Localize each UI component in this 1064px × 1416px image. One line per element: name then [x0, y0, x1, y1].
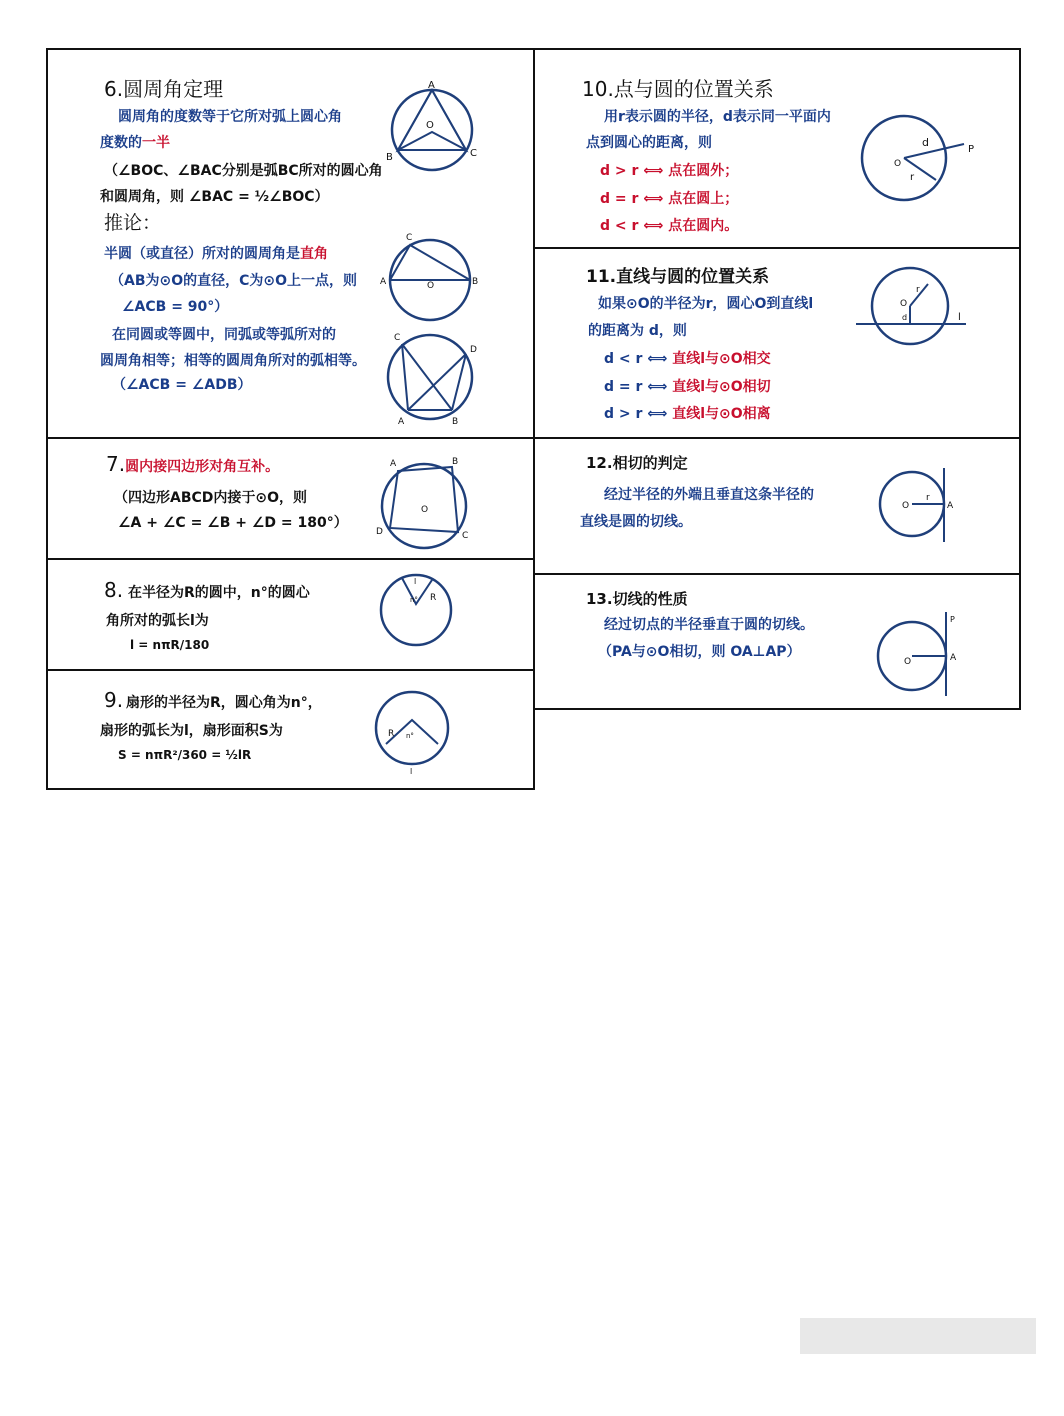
s6-line-8: 在同圆或等圆中，同弧或等弧所对的: [112, 327, 336, 343]
cyclic-quadrilateral-diagram: [372, 452, 480, 552]
svg-text:D: D: [376, 527, 383, 537]
section-9-num: 9.: [104, 688, 124, 712]
s6-line-4: 和圆周角，则 ∠BAC = ½∠BOC）: [100, 189, 329, 205]
svg-text:B: B: [452, 457, 459, 467]
same-arc-diagram: [378, 330, 482, 430]
section-7-title: 7.圆内接四边形对角互补。: [106, 452, 280, 476]
section-8-num: 8.: [104, 578, 124, 602]
svg-text:R: R: [388, 729, 395, 739]
s10-line-3: d > r ⟺ 点在圆外；: [600, 163, 739, 179]
svg-text:l: l: [414, 577, 417, 586]
svg-text:A: A: [428, 80, 435, 91]
s6-line-6: （AB为⊙O的直径，C为⊙O上一点，则: [110, 273, 358, 289]
semicircle-diagram: [378, 228, 482, 332]
s11-line-2: 的距离为 d，则: [588, 323, 687, 339]
sector-diagram: [370, 686, 454, 776]
s9-line-2: 扇形的弧长为l，扇形面积S为: [100, 723, 283, 739]
s8-formula: l = nπR/180: [130, 638, 210, 652]
svg-text:O: O: [902, 501, 910, 511]
svg-text:A: A: [947, 501, 954, 511]
svg-text:r: r: [910, 172, 915, 183]
svg-text:P: P: [968, 144, 975, 155]
svg-text:A: A: [380, 277, 387, 287]
s10-line-5: d < r ⟺ 点在圆内。: [600, 218, 739, 234]
section-11-title: 11.直线与圆的位置关系: [586, 267, 770, 287]
svg-text:r: r: [916, 285, 920, 295]
line-circle-diagram: [852, 262, 972, 348]
s11-line-1: 如果⊙O的半径为r，圆心O到直线l: [598, 296, 814, 312]
section-6-title: 6.圆周角定理: [104, 77, 224, 101]
s6-line-10: （∠ACB = ∠ADB）: [112, 377, 252, 393]
svg-text:l: l: [958, 312, 961, 323]
s7-line-1: （四边形ABCD内接于⊙O，则: [114, 490, 308, 506]
svg-text:O: O: [894, 159, 902, 169]
svg-text:n°: n°: [410, 596, 418, 604]
section-12-title: 12.相切的判定: [586, 454, 688, 472]
arc-length-diagram: [376, 570, 456, 650]
svg-text:B: B: [386, 152, 393, 163]
section-10-title: 10.点与圆的位置关系: [582, 77, 774, 101]
svg-text:d: d: [922, 136, 929, 149]
s11-line-3: d < r ⟺ 直线l与⊙O相交: [604, 351, 771, 367]
tangent-criterion-diagram: [872, 460, 962, 550]
s6-corollary: 推论：: [104, 212, 162, 234]
s12-line-2: 直线是圆的切线。: [580, 514, 692, 530]
svg-text:P: P: [950, 615, 955, 624]
viewer-toolbar-strip: [800, 1318, 1036, 1354]
svg-text:n°: n°: [406, 732, 414, 740]
s6-line-7: ∠ACB = 90°）: [122, 299, 229, 315]
s6-line-1: 圆周角的度数等于它所对弧上圆心角: [118, 109, 342, 125]
s6-line-3: （∠BOC、∠BAC分别是弧BC所对的圆心角: [104, 163, 383, 179]
s6-line-2: 度数的一半: [100, 135, 170, 151]
svg-text:B: B: [472, 277, 479, 287]
s11-line-4: d = r ⟺ 直线l与⊙O相切: [604, 379, 771, 395]
svg-text:C: C: [462, 531, 469, 541]
svg-text:C: C: [394, 333, 401, 343]
svg-text:A: A: [398, 417, 405, 427]
s11-line-5: d > r ⟺ 直线l与⊙O相离: [604, 406, 771, 422]
tangent-property-diagram: [872, 608, 962, 700]
svg-text:C: C: [406, 233, 413, 243]
s10-line-2: 点到圆心的距离，则: [586, 135, 712, 151]
s9-line-1: 扇形的半径为R，圆心角为n°，: [126, 695, 322, 711]
svg-text:O: O: [900, 299, 908, 309]
svg-text:A: A: [390, 459, 397, 469]
svg-text:A: A: [950, 653, 957, 663]
svg-text:l: l: [410, 767, 413, 776]
s6-line-9: 圆周角相等；相等的圆周角所对的弧相等。: [100, 353, 366, 369]
inscribed-angle-diagram: [382, 80, 482, 180]
svg-text:C: C: [470, 148, 477, 159]
s13-line-2: （PA与⊙O相切，则 OA⊥AP）: [598, 644, 801, 660]
svg-text:d: d: [902, 313, 908, 322]
s13-line-1: 经过切点的半径垂直于圆的切线。: [604, 617, 814, 633]
svg-text:O: O: [904, 657, 912, 667]
svg-text:O: O: [426, 120, 434, 131]
svg-text:R: R: [430, 593, 437, 603]
s8-line-2: 角所对的弧长l为: [106, 613, 209, 629]
svg-text:r: r: [926, 493, 930, 503]
section-13-title: 13.切线的性质: [586, 590, 688, 608]
svg-text:O: O: [421, 505, 429, 515]
svg-text:B: B: [452, 417, 459, 427]
s9-formula: S = nπR²/360 = ½lR: [118, 748, 252, 762]
s10-line-4: d = r ⟺ 点在圆上；: [600, 191, 739, 207]
svg-text:O: O: [427, 281, 435, 291]
s12-line-1: 经过半径的外端且垂直这条半径的: [604, 487, 814, 503]
s10-line-1: 用r表示圆的半径，d表示同一平面内: [604, 109, 831, 125]
s7-line-2: ∠A + ∠C = ∠B + ∠D = 180°）: [118, 515, 348, 531]
s6-line-5: 半圆（或直径）所对的圆周角是直角: [104, 246, 328, 262]
point-circle-diagram: [858, 110, 988, 210]
s8-line-1: 在半径为R的圆中，n°的圆心: [128, 585, 310, 601]
svg-text:D: D: [470, 345, 477, 355]
